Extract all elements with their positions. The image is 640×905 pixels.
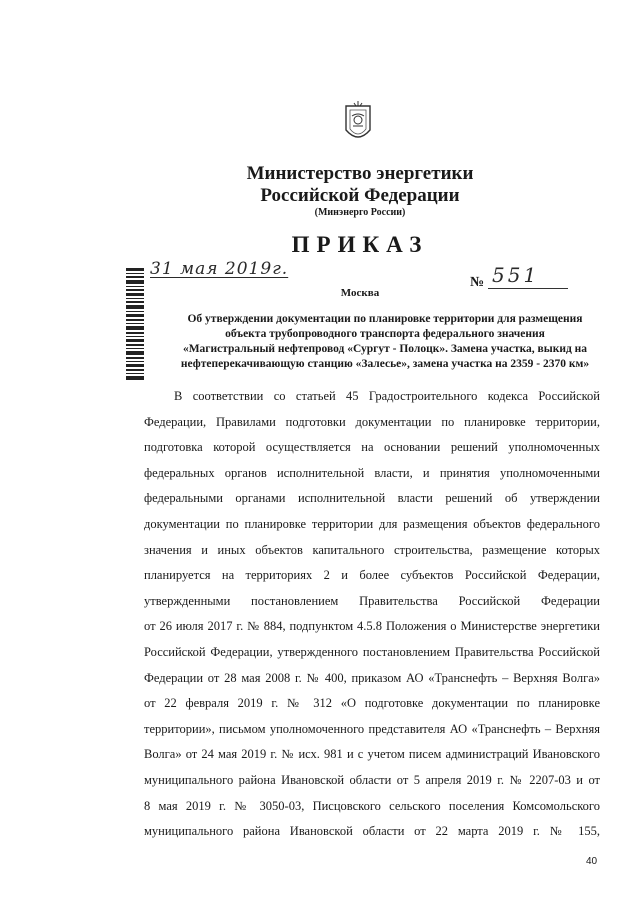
body-line: от 22 февраля 2019 г. № 312 «О подготовке документации по планировке: [144, 696, 600, 711]
ministry-name-line2: Российской Федерации: [260, 185, 460, 206]
body-line: муниципального района Ивановской области от 5 апреля 2019 г. № 2207-03 и от: [144, 772, 600, 787]
body-line: 8 мая 2019 г. № 3050-03, Писцовского сельского поселения Комсомольского: [144, 798, 600, 813]
order-title-line: Об утверждении документации по планировке территории для размещения: [187, 313, 583, 325]
body-line: В соответствии со статьей 45 Градостроительного кодекса Российской: [174, 389, 600, 403]
order-title-line: объекта трубопроводного транспорта федерального значения: [225, 328, 545, 340]
body-line: Волга» от 24 мая 2019 г. № исх. 981 и с учетом писем администраций Ивановского: [144, 747, 600, 762]
city-name: Москва: [340, 287, 380, 299]
page-number: 40: [586, 856, 598, 867]
registration-barcode: [126, 268, 144, 380]
order-title-line: нефтеперекачивающую станцию «Залесье», замена участка на 2359 - 2370 км»: [180, 358, 590, 370]
order-number-label: №: [470, 275, 485, 290]
body-line: документации по планировке территории для размещения объектов федерального: [144, 516, 600, 531]
body-line: подготовка которой осуществляется на основании решений уполномоченных: [144, 440, 600, 455]
coat-of-arms-emblem: [340, 100, 376, 146]
body-line: федеральными органами исполнительной власти решений об утверждении: [144, 491, 600, 506]
order-body-paragraph: [144, 384, 600, 845]
body-line: федеральных органов исполнительной власти, и принятия уполномоченными: [144, 465, 600, 480]
body-line: территории», письмом уполномоченного представителя АО «Транснефть – Верхняя: [144, 721, 600, 736]
body-line: планируется на территориях 2 и более субъектов Российской Федерации,: [144, 568, 600, 583]
body-line: муниципального района Ивановской области от 22 марта 2019 г. № 155,: [144, 824, 600, 839]
document-type-heading: ПРИКАЗ: [291, 232, 429, 257]
body-line: Российской Федерации, утвержденного постановлением Правительства Российской: [144, 644, 600, 659]
ministry-name-line1: Министерство энергетики: [246, 163, 474, 184]
body-line: утвержденными постановлением Правительства Российской Федерации: [144, 593, 600, 608]
ministry-abbreviation: (Минэнерго России): [314, 207, 406, 218]
body-line: Федерации, Правилами подготовки документации по планировке территории,: [144, 414, 600, 429]
handwritten-date: 31 мая 2019г.: [150, 259, 289, 279]
body-line: значения и иных объектов капитального строительства, размещение которых: [144, 542, 600, 557]
handwritten-order-number: 551: [492, 263, 540, 287]
order-title-line: «Магистральный нефтепровод «Сургут - Полоцк». Замена участка, выкид на: [182, 343, 588, 355]
body-line: Федерации от 28 мая 2008 г. № 400, приказом АО «Транснефть – Верхняя Волга»: [144, 670, 600, 685]
body-line: от 26 июля 2017 г. № 884, подпунктом 4.5.8 Положения о Министерстве энергетики: [144, 619, 600, 634]
order-title: [150, 312, 620, 372]
